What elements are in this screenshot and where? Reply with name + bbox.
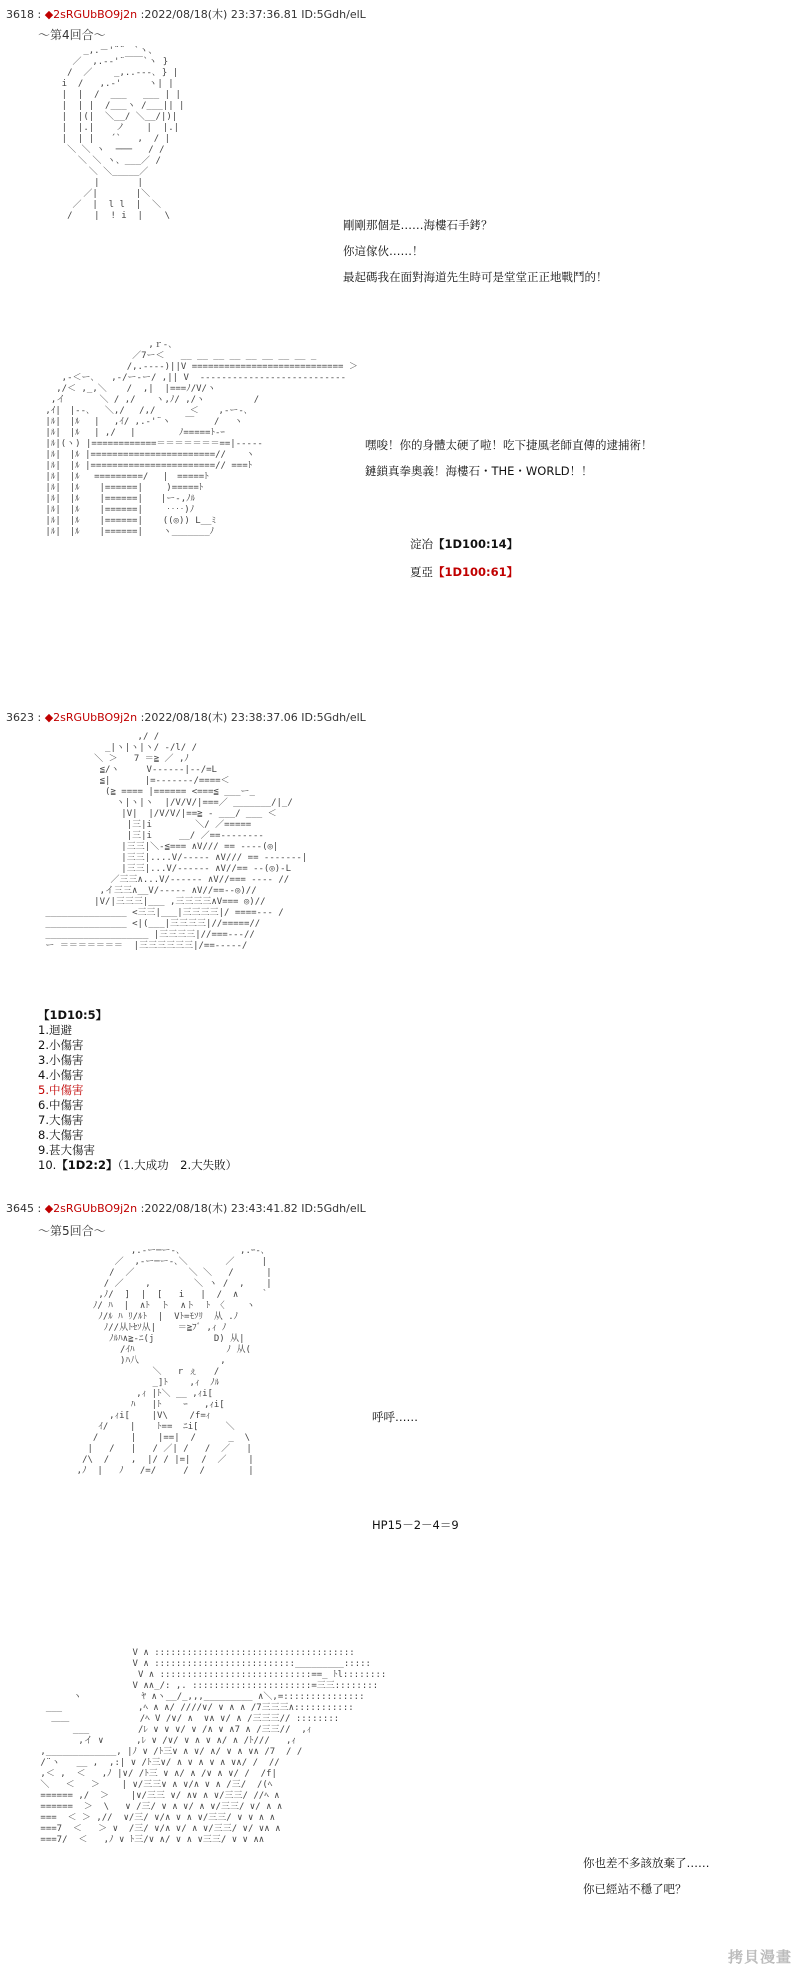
post-header-1	[6, 6, 366, 22]
dialog-block-3	[372, 1404, 418, 1430]
dialog-line: 最起碼我在面對海道先生時可是堂堂正正地戰鬥的！	[343, 270, 608, 284]
dice-roll: 【1D100:14】	[433, 537, 519, 551]
list-item: 9.甚大傷害	[38, 1143, 95, 1157]
dice-roll-highlighted: 【1D100:61】	[433, 565, 519, 579]
trip-code[interactable]: 2sRGUbBO9j2n	[53, 711, 138, 724]
list-item-last	[38, 1158, 237, 1173]
ascii-art-character-glasses: _,.－'¨¨￣`ヽ、 ／ ,.-‐'¨￣￣`ヽ } / ／ _,..---､ } | i / ,.-' ヽ| | | | / ___ ___ | | | | | /___ヽ /___|| | | |(| ＼__/ ＼__/|)| | |.| ノ | |.| | | | ´` , / | ＼ ＼ ヽ ─── / / ＼ ＼ ヽ、___／ / ＼ ＼_____／ | | ／| |＼ ／ | l l | ＼ / | ! i | \	[61, 46, 185, 221]
dialog-line: 嘿唆！你的身體太硬了啦！吃下捷風老師直傳的逮捕術！	[365, 438, 653, 452]
ascii-art-character-smirk: ,.-ー─ー-､ ,.ｰ-､ ／ ,-ー─ー-､＼ ／ | / ／ ＼ ＼ / | / ／ , ＼ ヽ / , | ,ﾉ/ ] | [ i | / ∧ ｀ ﾉ/ ﾊ | ∧ﾄ ト ∧ト ﾄ 〈 ヽ ﾉ/ﾙ ﾊ ﾘ/ﾙﾄ | Vﾄ=ﾓｿﾘ 从 .ﾉ ﾉ//从ﾄｾｿ从| ＝≧ﾌﾞ ,ｨ ﾉ ﾉﾙﾊ∧≧-ﾆ(j D) 从| /ｲﾊ ﾉ 从( )ﾊ八 , ＼ r ぇ / _]ﾄ ,ｨ ﾉﾙ ,ｨ |ﾄ＼ __ ,ｨi[ ﾊ |ﾄ ｰ ,ｨi[ ,ｨi[ |V\ /f=ｨ ｲ/ | ﾄ== ﾆi[ ＼ / | |==| / _ \ | / | / ／| / / ／ | /\ / , |/ / |=| / ／ | ,ﾉ | ﾉ /=/ / / |	[76, 1246, 272, 1476]
dice-player-name: 夏亞	[410, 565, 433, 579]
list-item: 2.小傷害	[38, 1038, 84, 1052]
trip-diamond-icon: ◆	[44, 8, 54, 21]
dice-player-name: 淀冶	[410, 537, 433, 551]
list-item: 4.小傷害	[38, 1068, 84, 1082]
post-number: 3618	[6, 8, 34, 21]
post-meta: :2022/08/18(木) 23:38:37.06 ID:5Gdh/elL	[137, 711, 366, 724]
dialog-line: 剛剛那個是……海樓石手銬？	[343, 218, 493, 232]
dialog-block-4	[583, 1850, 710, 1902]
dice-row-2	[410, 564, 518, 580]
dice-result-list	[38, 1008, 237, 1173]
list-item: 7.大傷害	[38, 1113, 84, 1127]
dialog-line: 你這傢伙……！	[343, 244, 424, 258]
chapter-title-round-4: ～第4回合～	[38, 28, 106, 42]
dialog-block-1	[343, 212, 608, 290]
post-header-3	[6, 1200, 366, 1216]
trip-code[interactable]: 2sRGUbBO9j2n	[53, 8, 138, 21]
trip-diamond-icon: ◆	[44, 711, 54, 724]
dialog-line: 你也差不多該放棄了……	[583, 1856, 710, 1870]
post-separator: :	[34, 8, 45, 21]
ascii-art-shooting-pose: ,/ / _|ヽ|ヽ|ヽ/ -/l/ / ＼ ＞ 7 ＝≧ ／ ,ﾉ ≦/ヽ V------|--/=L ≦| |=-------/====＜ (≧ ==== |====== <===≦ ___ー_ ヽ|ヽ|ヽ |/V/V/|===／ _______/|_/ |V| |/V/V/|==≧ - ___/ ___ ＜ |三|i ＼/ ／===== |三|i __/ ／==-------- |三三|＼-≦=== ∧V/// == ----(◎| |三三|....V/----- ∧V/// == -------| |三三|...V/------ ∧V//== --(◎)-L ／三三∧...V/------ ∧V//=== ---- // ,イ三三∧__V/----- ∧V//==--◎)// |V/|三三三|___ ,三三三三∧V=== ◎)// _______________ <三三|___|三三三三|/ ====--- / _______________ <|(___|三三三三|//=====// ___________________ |三三三三|//===---// ー ＝＝＝＝＝＝＝ |三三三三三三|/==-----/	[45, 732, 308, 951]
list-item-selected: 5.中傷害	[38, 1083, 84, 1097]
post-header-2	[6, 709, 366, 725]
post-meta: :2022/08/18(木) 23:37:36.81 ID:5Gdh/elL	[137, 8, 366, 21]
dialog-block-2	[365, 432, 653, 484]
trip-code[interactable]: 2sRGUbBO9j2n	[53, 1202, 138, 1215]
post-number: 3623	[6, 711, 34, 724]
post-number: 3645	[6, 1202, 34, 1215]
site-watermark: 拷貝漫畫	[727, 1948, 792, 1966]
trip-diamond-icon: ◆	[44, 1202, 54, 1215]
list-item: 8.大傷害	[38, 1128, 84, 1142]
post-meta: :2022/08/18(木) 23:43:41.82 ID:5Gdh/elL	[137, 1202, 366, 1215]
list-item-number: 10.	[38, 1158, 57, 1172]
dialog-line: 鏈鎖真拳奧義！海樓石・THE・WORLD！！	[365, 464, 593, 478]
dice-list-header: 【1D10:5】	[38, 1008, 108, 1022]
dialog-line: 你已經站不穩了吧？	[583, 1882, 687, 1896]
list-item: 3.小傷害	[38, 1053, 84, 1067]
hp-status-text: HP15－2－4＝9	[372, 1518, 459, 1532]
list-item: 1.迴避	[38, 1023, 72, 1037]
post-separator: :	[34, 1202, 45, 1215]
dice-row-1	[410, 536, 518, 552]
post-separator: :	[34, 711, 45, 724]
list-item: 6.中傷害	[38, 1098, 84, 1112]
ascii-art-fight-scene-chain: ,ｒ‐､ ／7ー＜ __ __ __ __ __ __ __ __ _ /,.----)||V ============================ ＞ ,-＜ー､ ,-/ー-ー/ ,|| V --------------------------- ,/＜ ,_,＼ / ,| |===ﾉ/V/ヽ ,イ ＼ / ,/ ヽ,ﾉ/ ,/ヽ / ,ｲ| |‐‐､ ＼,/ /,/ ＜ ,-ー-､ |ﾙ| |ﾙ | ,ｲ/ ,.-'¨ヽ ￣ / ヽ |ﾙ| |ﾙ | ,/ | ﾉ=====ﾄ-ｰ |ﾙ|(ヽ) |============＝＝＝＝＝＝＝==|----- |ﾙ| |ﾙ |=======================// ヽ |ﾙ| |ﾙ |=======================// ===ﾄ |ﾙ| |ﾙ =========/ | =====ﾄ |ﾙ| |ﾙ |======| )=====ﾄ |ﾙ| |ﾙ |======| |ー-,ﾉﾙ |ﾙ| |ﾙ |======| ‥‥)ﾉ |ﾙ| |ﾙ |======| ((◎)) L__ﾐ |ﾙ| |ﾙ |======| ヽ_______ﾉ	[45, 340, 358, 537]
dialog-line: 呼呼……	[372, 1410, 418, 1424]
chapter-title-round-5: ～第5回合～	[38, 1224, 106, 1238]
dice-roll: 【1D2:2】	[56, 1158, 118, 1172]
list-item-note: （1.大成功 2.大失敗）	[117, 1158, 238, 1172]
ascii-art-battle-scene: V ∧ ::::::::::::::::::::::::::::::::::::: V ∧ ::::::::::::::::::::::::::_________::::: V ∧ ::::::::::::::::::::::::::::==_ ﾄl:::::::: V ∧∧_/: ,. ::::::::::::::::::::::=三三:::::::: ヽ ﾔ ∧ヽ__/_,,,_________ ∧＼,=::::::::::::::: ___ ,ﾍ ∧ ∧/ ////∨/ ∨ ∧ ∧ /7三三三∧::::::::::: ＿＿ /ﾍ V /∨/ ∧ ∨∧ ∨/ ∧ /三三三// :::::::: ___ /ﾚ ∨ ∨ ∨/ ∨ /∧ ∨ ∧7 ∧ /三三// ,ｨ ,イ ∨ ,ﾚ ∨ /∨/ ∨ ∧ ∨ ∧/ ∧ /ﾄ/// ,ｨ ,_____________, |ﾉ ∨ /ﾄ三∨ ∧ ∨/ ∧/ ∨ ∧ ∨∧ /7 / / /¨ヽ __ , ,:| ∨ /ﾄ三∨/ ∧ ∨ ∧ ∨ ∧ ∨∧/ / // ,＜ , ＜ ,ﾉ |∨/ /ﾄ三 ∨ ∧/ ∧ /∨ ∧ ∨/ / /f| ＼ ＜ ＞ | ∨/三三∨ ∧ ∨/∧ ∨ ∧ /三/ /(ﾍ ====== ,/ ＞ |∨/三三 ∨/ ∧∨ ∧ ∨/三三/ //ﾍ ∧ ====== ＞ \ ∨ /三/ ∨ ∧ ∨/ ∧ ∨/三三/ ∨/ ∧ ∧ === ＜ ＞ ,// ∨/三/ ∨/∧ ∨ ∧ ∨/三三/ ∨ ∨ ∧ ∧ ===7 ＜ ＞ ∨ /三/ ∨/∧ ∨/ ∧ ∨/三三/ ∨/ ∨∧ ∧ ===7/ ＜ ,ﾉ ∨ ﾄ三/∨ ∧/ ∨ ∧ ∨三三/ ∨ ∨ ∧∧	[40, 1648, 387, 1845]
